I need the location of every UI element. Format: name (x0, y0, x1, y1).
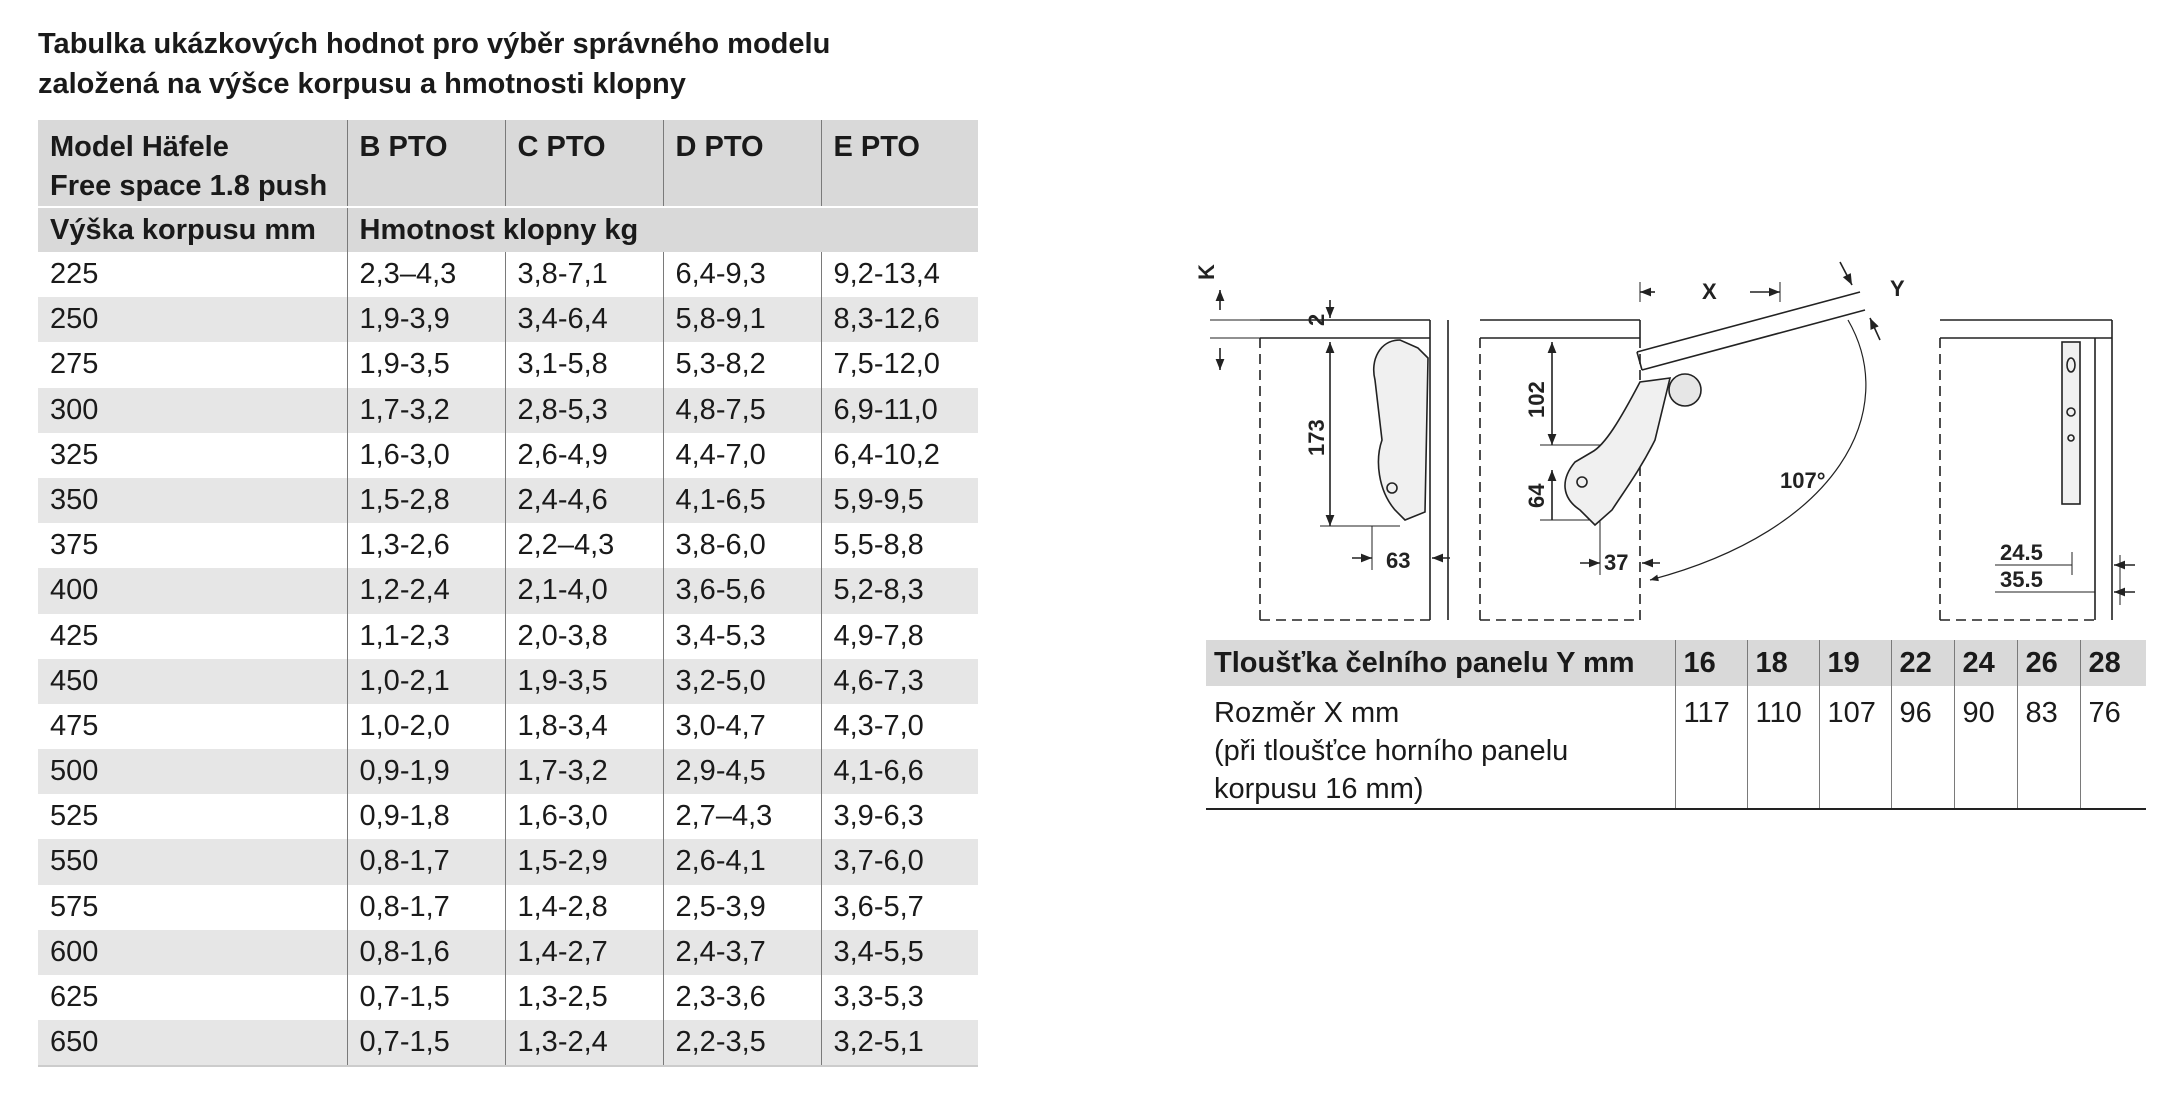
table-row (38, 975, 978, 1020)
weight-cell: 3,8-7,1 (505, 252, 663, 297)
x-row-label-line-3: korpusu 16 mm) (1214, 773, 1424, 805)
label-102: 102 (1524, 381, 1549, 418)
col-header-e: E PTO (821, 120, 978, 207)
weight-cell: 5,9-9,5 (821, 478, 978, 523)
weight-cell: 1,5-2,8 (347, 478, 505, 523)
table-row (38, 342, 978, 387)
weight-cell: 1,4-2,7 (505, 930, 663, 975)
height-cell: 650 (38, 1020, 347, 1066)
weight-cell: 6,9-11,0 (821, 388, 978, 433)
height-cell: 250 (38, 297, 347, 342)
label-173: 173 (1304, 419, 1329, 456)
weight-cell: 1,9-3,5 (505, 659, 663, 704)
table-row (38, 433, 978, 478)
height-cell: 350 (38, 478, 347, 523)
weight-cell: 1,1-2,3 (347, 614, 505, 659)
label-angle: 107° (1780, 468, 1826, 493)
weight-cell: 1,3-2,6 (347, 523, 505, 568)
label-35-5: 35.5 (2000, 567, 2043, 592)
col-header-d: D PTO (663, 120, 821, 207)
table-row (38, 794, 978, 839)
weight-cell: 0,7-1,5 (347, 1020, 505, 1066)
weight-table-header-row (38, 120, 978, 207)
height-cell: 275 (50, 348, 99, 381)
weight-cell: 5,2-8,3 (821, 568, 978, 613)
x-row-label-line-1: Rozměr X mm (1214, 697, 1400, 729)
height-cell: 525 (50, 800, 99, 833)
weight-cell: 2,6-4,9 (505, 433, 663, 478)
weight-cell: 3,1-5,8 (505, 342, 663, 387)
weight-cell: 3,4-5,5 (821, 930, 978, 975)
weight-cell: 0,8-1,7 (347, 839, 505, 884)
weight-table (38, 120, 978, 1067)
weight-label: Hmotnost klopny kg (347, 207, 978, 252)
table-row (38, 252, 978, 297)
table-row (38, 749, 978, 794)
thickness-col-header: 24 (1954, 640, 2017, 686)
label-x: X (1702, 279, 1717, 304)
model-header-line-2: Free space 1.8 push (50, 170, 328, 202)
x-row-label (1206, 686, 1675, 809)
col-header-c: C PTO (505, 120, 663, 207)
label-24-5: 24.5 (2000, 540, 2043, 565)
weight-cell: 0,9-1,8 (347, 794, 505, 839)
table-row (38, 839, 978, 884)
weight-cell: 7,5-12,0 (821, 342, 978, 387)
weight-cell: 4,1-6,5 (663, 478, 821, 523)
x-dimension-table (1206, 640, 2146, 810)
label-y: Y (1890, 276, 1905, 301)
label-k: K (1194, 264, 1219, 280)
weight-cell: 1,4-2,8 (505, 885, 663, 930)
weight-cell: 2,9-4,5 (663, 749, 821, 794)
weight-cell: 1,3-2,5 (505, 975, 663, 1020)
weight-cell: 0,8-1,7 (347, 885, 505, 930)
weight-cell: 0,9-1,9 (347, 749, 505, 794)
weight-cell: 0,8-1,6 (347, 930, 505, 975)
table-row (38, 1020, 978, 1066)
weight-cell: 3,8-6,0 (663, 523, 821, 568)
weight-cell: 6,4-10,2 (821, 433, 978, 478)
weight-cell: 2,7–4,3 (663, 794, 821, 839)
title-line-2: založená na výšce korpusu a hmotnosti klopny (38, 68, 686, 100)
table-row (38, 388, 978, 433)
x-value-cell: 83 (2017, 686, 2080, 809)
thickness-col-header: 26 (2017, 640, 2080, 686)
table-row (38, 704, 978, 749)
label-64: 64 (1524, 483, 1549, 508)
weight-cell: 2,2-3,5 (663, 1020, 821, 1066)
height-cell: 550 (38, 839, 347, 884)
height-cell: 325 (50, 438, 99, 471)
weight-cell: 0,7-1,5 (347, 975, 505, 1020)
weight-cell: 3,2-5,0 (663, 659, 821, 704)
model-header-line-1: Model Häfele (50, 131, 229, 163)
x-table-value-row (1206, 686, 2146, 809)
x-value-cell: 117 (1675, 686, 1747, 809)
weight-cell: 9,2-13,4 (821, 252, 978, 297)
x-row-label-line-2: (při tloušťce horního panelu (1214, 735, 1569, 767)
weight-cell: 2,4-3,7 (663, 930, 821, 975)
col-header-b: B PTO (347, 120, 505, 207)
x-value-cell: 107 (1819, 686, 1891, 809)
weight-cell: 3,7-6,0 (821, 839, 978, 884)
height-cell: 500 (38, 749, 347, 794)
weight-cell: 4,4-7,0 (663, 433, 821, 478)
weight-cell: 1,2-2,4 (347, 568, 505, 613)
weight-cell: 3,9-6,3 (821, 794, 978, 839)
table-row (38, 523, 978, 568)
thickness-col-header: 16 (1675, 640, 1747, 686)
x-value-cell: 110 (1747, 686, 1819, 809)
table-row (38, 568, 978, 613)
weight-cell: 2,1-4,0 (505, 568, 663, 613)
weight-cell: 2,6-4,1 (663, 839, 821, 884)
height-cell: 375 (50, 529, 99, 562)
weight-cell: 6,4-9,3 (663, 252, 821, 297)
weight-cell: 5,5-8,8 (821, 523, 978, 568)
weight-cell: 1,3-2,4 (505, 1020, 663, 1066)
weight-table-subheader-row (38, 207, 978, 252)
weight-cell: 1,6-3,0 (505, 794, 663, 839)
page-title (38, 24, 978, 104)
thickness-col-header: 18 (1747, 640, 1819, 686)
middle-view (1480, 262, 1880, 620)
weight-cell: 1,5-2,9 (505, 839, 663, 884)
weight-cell: 8,3-12,6 (821, 297, 978, 342)
title-line-1: Tabulka ukázkových hodnot pro výběr správného modelu (38, 28, 831, 60)
weight-cell: 1,0-2,1 (347, 659, 505, 704)
thickness-col-header: 28 (2080, 640, 2146, 686)
weight-cell: 4,8-7,5 (663, 388, 821, 433)
weight-cell: 1,9-3,5 (347, 342, 505, 387)
weight-cell: 3,6-5,7 (821, 885, 978, 930)
weight-cell: 3,3-5,3 (821, 975, 978, 1020)
height-cell: 300 (38, 388, 347, 433)
thickness-header: Tloušťka čelního panelu Y mm (1206, 640, 1675, 686)
weight-cell: 4,9-7,8 (821, 614, 978, 659)
table-row (38, 659, 978, 704)
height-cell: 425 (50, 619, 99, 652)
weight-cell: 2,3-3,6 (663, 975, 821, 1020)
table-row (38, 297, 978, 342)
height-cell: 475 (50, 709, 99, 742)
height-cell: 450 (38, 659, 347, 704)
label-37: 37 (1604, 550, 1629, 575)
weight-cell: 2,2–4,3 (505, 523, 663, 568)
thickness-col-header: 19 (1819, 640, 1891, 686)
weight-cell: 3,2-5,1 (821, 1020, 978, 1066)
weight-cell: 3,4-6,4 (505, 297, 663, 342)
weight-cell: 4,3-7,0 (821, 704, 978, 749)
weight-cell: 1,7-3,2 (505, 749, 663, 794)
weight-cell: 3,4-5,3 (663, 614, 821, 659)
weight-cell: 5,3-8,2 (663, 342, 821, 387)
left-view (1210, 290, 1450, 620)
thickness-col-header: 22 (1891, 640, 1954, 686)
hinge-diagram (1194, 230, 2160, 630)
weight-cell: 1,0-2,0 (347, 704, 505, 749)
weight-cell: 4,1-6,6 (821, 749, 978, 794)
weight-cell: 3,0-4,7 (663, 704, 821, 749)
weight-cell: 2,5-3,9 (663, 885, 821, 930)
weight-cell: 1,8-3,4 (505, 704, 663, 749)
height-cell: 600 (38, 930, 347, 975)
weight-cell: 2,0-3,8 (505, 614, 663, 659)
table-row (38, 478, 978, 523)
weight-cell: 2,8-5,3 (505, 388, 663, 433)
height-cell: 625 (50, 981, 99, 1013)
weight-cell: 3,6-5,6 (663, 568, 821, 613)
height-cell: 400 (38, 568, 347, 613)
weight-cell: 2,4-4,6 (505, 478, 663, 523)
label-2: 2 (1304, 313, 1329, 326)
weight-cell: 1,9-3,9 (347, 297, 505, 342)
x-value-cell: 76 (2080, 686, 2146, 809)
label-63: 63 (1386, 548, 1411, 573)
weight-cell: 1,6-3,0 (347, 433, 505, 478)
weight-cell: 4,6-7,3 (821, 659, 978, 704)
x-value-cell: 90 (1954, 686, 2017, 809)
table-row (38, 885, 978, 930)
weight-cell: 5,8-9,1 (663, 297, 821, 342)
height-cell: 225 (50, 258, 99, 290)
weight-cell: 1,7-3,2 (347, 388, 505, 433)
x-table-header-row (1206, 640, 2146, 686)
model-header (38, 120, 347, 207)
table-row (38, 930, 978, 975)
height-label: Výška korpusu mm (38, 207, 347, 252)
weight-cell: 2,3–4,3 (347, 252, 505, 297)
table-row (38, 614, 978, 659)
height-cell: 575 (50, 890, 99, 923)
x-value-cell: 96 (1891, 686, 1954, 809)
